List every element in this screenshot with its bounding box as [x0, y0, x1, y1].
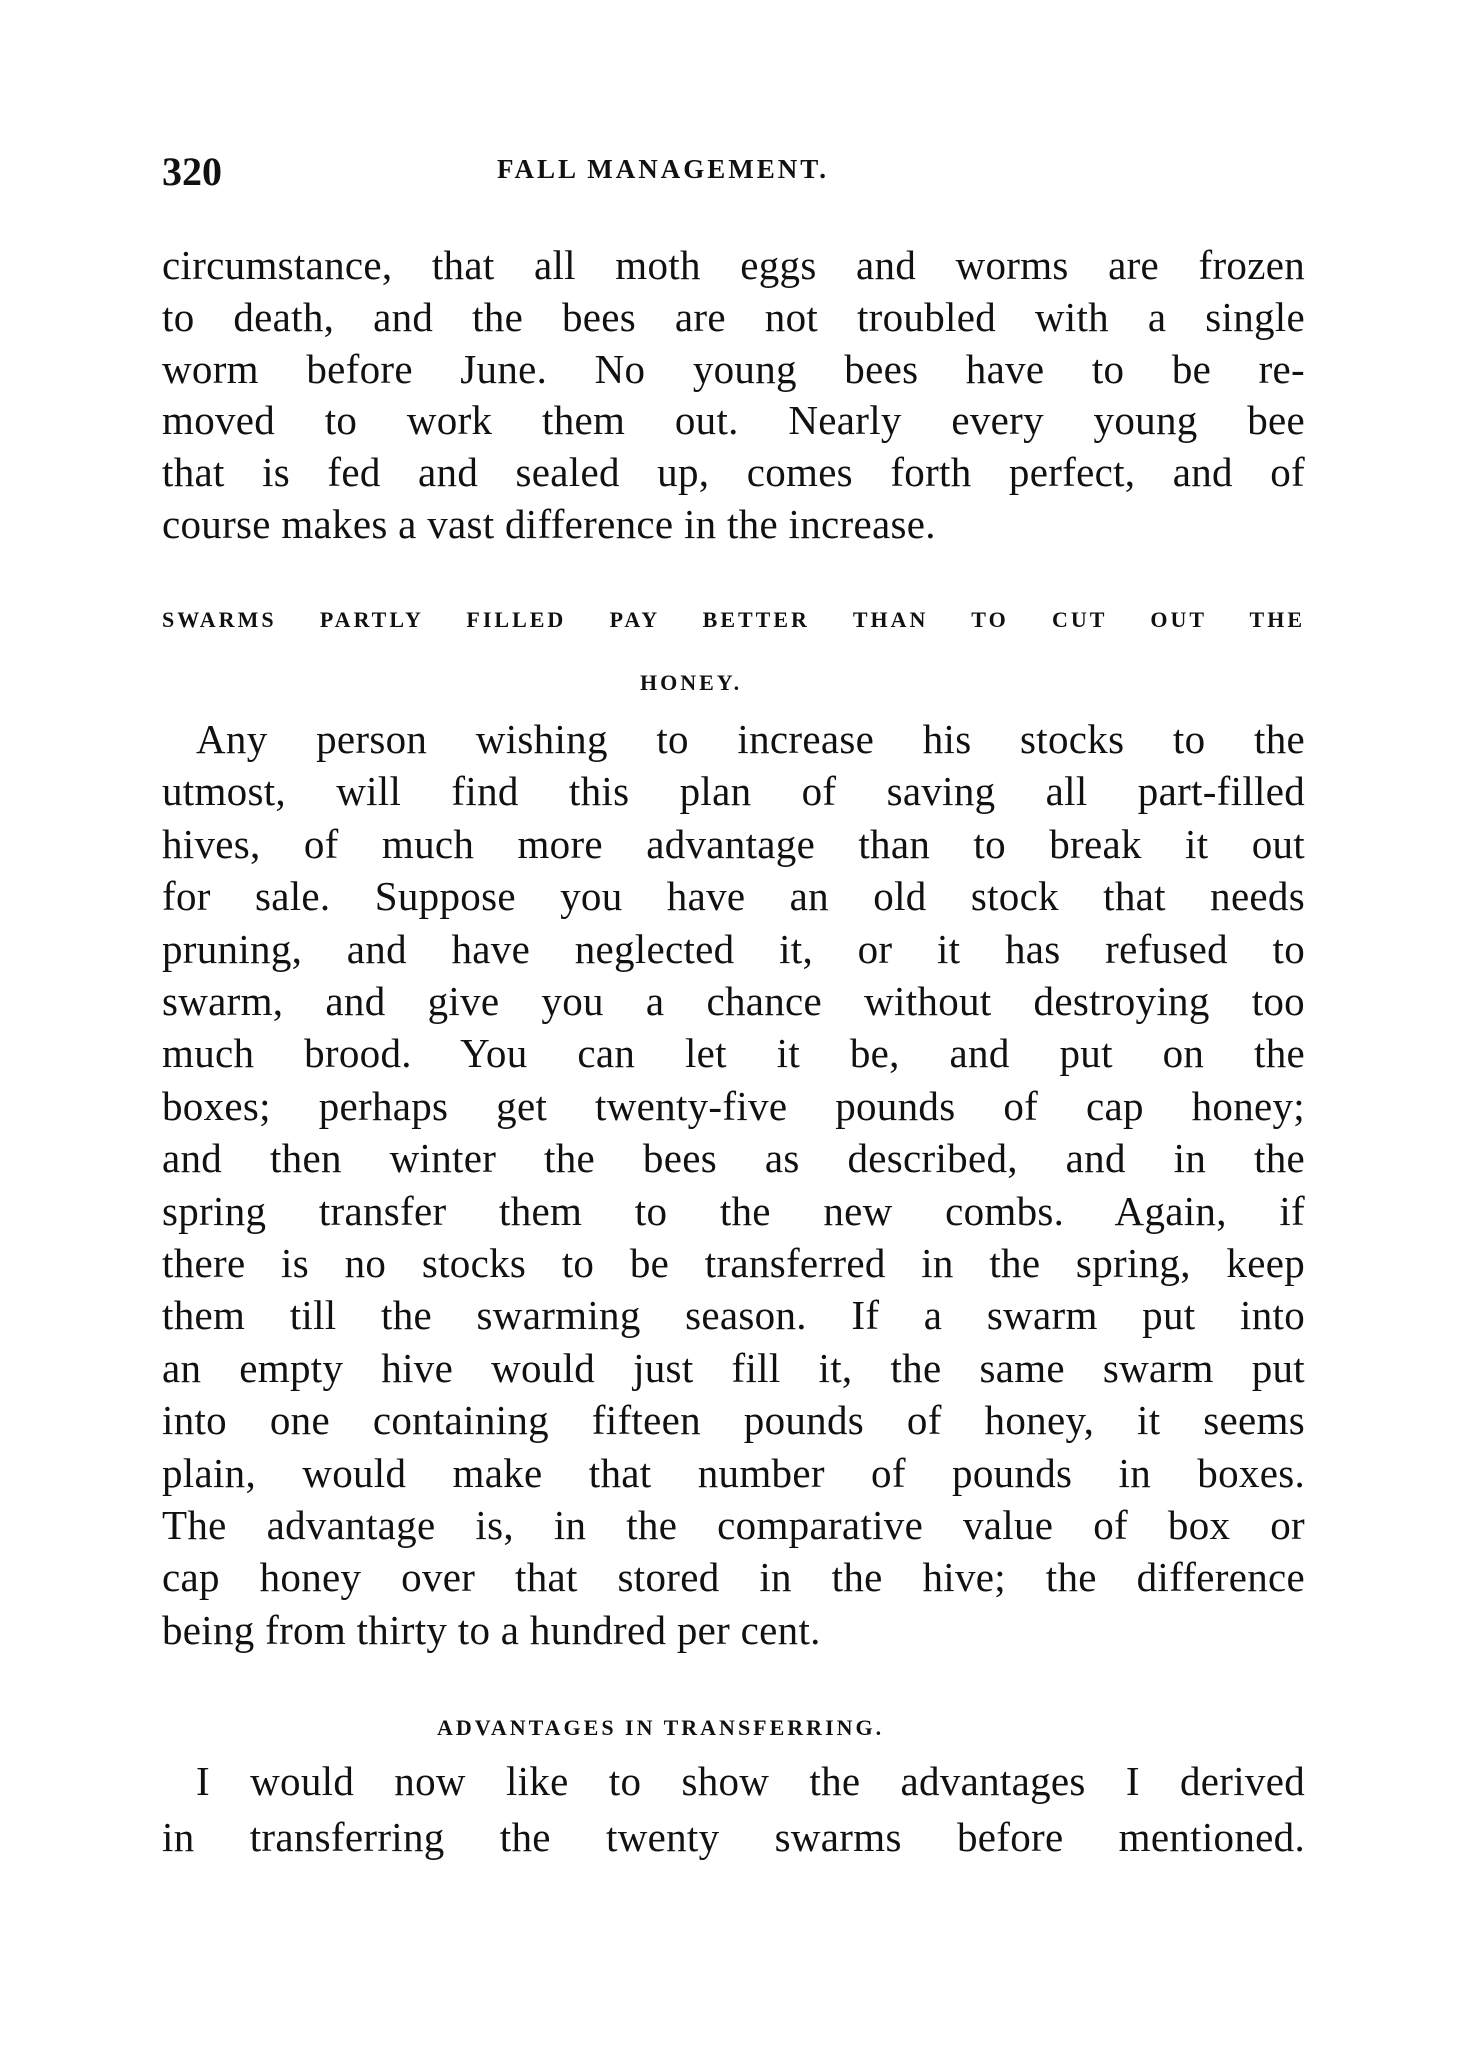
text-line: spring transfer them to the new combs. Again, if — [162, 1187, 1305, 1234]
text-line: plain, would make that number of pounds in boxes. — [162, 1449, 1305, 1496]
text-line: utmost, will find this plan of saving all part-filled — [162, 768, 1305, 815]
text-line: an empty hive would just fill it, the same swarm put — [162, 1344, 1305, 1391]
text-line: pruning, and have neglected it, or it has refused to — [162, 925, 1305, 972]
text-line: worm before June. No young bees have to be re- — [162, 345, 1305, 392]
section-heading-2: ADVANTAGES IN TRANSFERRING. — [437, 1715, 885, 1740]
text-line: boxes; perhaps get twenty-five pounds of cap honey; — [162, 1082, 1305, 1129]
text-line: swarm, and give you a chance without destroying too — [162, 978, 1305, 1024]
section-heading-1-cont: HONEY. — [640, 670, 743, 695]
text-line: hives, of much more advantage than to break it out — [162, 820, 1305, 867]
text-line: course makes a vast difference in the increase. — [162, 501, 936, 547]
text-line: and then winter the bees as described, and in the — [162, 1135, 1305, 1182]
text-line: that is fed and sealed up, comes forth perfect, and of — [162, 449, 1305, 496]
text-line: I would now like to show the advantages I derived — [196, 1758, 1305, 1804]
page-number: 320 — [162, 149, 222, 194]
text-line: circumstance, that all moth eggs and worms are frozen — [162, 242, 1305, 288]
text-line: into one containing fifteen pounds of honey, it seems — [162, 1397, 1305, 1444]
text-line: much brood. You can let it be, and put on the — [162, 1030, 1305, 1077]
text-line: Any person wishing to increase his stocks to the — [196, 716, 1305, 762]
text-line: in transferring the twenty swarms before mentioned. — [162, 1814, 1305, 1860]
page-header — [162, 148, 1305, 198]
text-line: being from thirty to a hundred per cent. — [162, 1606, 821, 1653]
text-line: for sale. Suppose you have an old stock that needs — [162, 873, 1305, 920]
text-line: The advantage is, in the comparative value of box or — [162, 1502, 1305, 1548]
running-head: FALL MANAGEMENT. — [497, 154, 830, 184]
section-heading-1: SWARMS PARTLY FILLED PAY BETTER THAN TO CUT OUT THE — [162, 607, 1305, 632]
text-line: moved to work them out. Nearly every young bee — [162, 397, 1305, 444]
text-line: them till the swarming season. If a swarm put into — [162, 1292, 1305, 1339]
text-line: cap honey over that stored in the hive; the difference — [162, 1554, 1305, 1601]
text-line: there is no stocks to be transferred in the spring, keep — [162, 1240, 1305, 1286]
text-line: to death, and the bees are not troubled with a single — [162, 293, 1305, 340]
